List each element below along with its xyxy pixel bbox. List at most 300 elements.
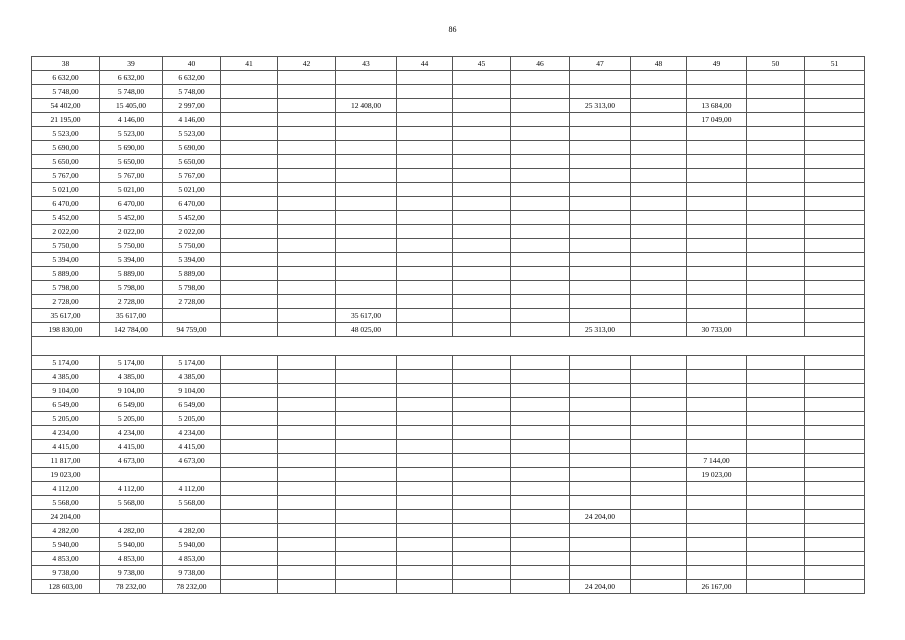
column-header: 43 bbox=[336, 57, 397, 71]
table-cell: 4 415,00 bbox=[100, 440, 163, 454]
section-divider-row bbox=[32, 337, 865, 356]
table-cell bbox=[221, 71, 278, 85]
table-cell: 5 174,00 bbox=[100, 356, 163, 370]
table-cell bbox=[336, 141, 397, 155]
table-cell bbox=[570, 309, 631, 323]
table-cell bbox=[221, 141, 278, 155]
table-cell bbox=[397, 99, 453, 113]
table-cell: 4 234,00 bbox=[100, 426, 163, 440]
table-cell bbox=[336, 169, 397, 183]
table-cell bbox=[570, 183, 631, 197]
table-cell: 5 767,00 bbox=[32, 169, 100, 183]
table-cell bbox=[687, 127, 747, 141]
table-cell bbox=[511, 538, 570, 552]
table-cell bbox=[511, 454, 570, 468]
table-cell bbox=[747, 71, 805, 85]
table-cell bbox=[511, 183, 570, 197]
table-cell bbox=[453, 281, 511, 295]
table-cell bbox=[631, 225, 687, 239]
table-cell bbox=[278, 566, 336, 580]
table-cell bbox=[221, 398, 278, 412]
table-cell bbox=[278, 211, 336, 225]
table-cell: 4 112,00 bbox=[32, 482, 100, 496]
table-cell bbox=[453, 524, 511, 538]
table-row bbox=[32, 239, 865, 253]
table-cell bbox=[397, 71, 453, 85]
table-cell bbox=[221, 370, 278, 384]
table-cell bbox=[278, 295, 336, 309]
table-cell: 35 617,00 bbox=[336, 309, 397, 323]
table-cell bbox=[511, 253, 570, 267]
table-cell bbox=[397, 281, 453, 295]
table-cell bbox=[397, 155, 453, 169]
table-cell bbox=[397, 454, 453, 468]
table-cell bbox=[631, 510, 687, 524]
table-cell bbox=[221, 211, 278, 225]
table-cell bbox=[687, 538, 747, 552]
table-cell: 4 853,00 bbox=[100, 552, 163, 566]
table-cell bbox=[631, 552, 687, 566]
table-cell bbox=[747, 141, 805, 155]
table-cell bbox=[336, 398, 397, 412]
table-cell bbox=[805, 113, 865, 127]
table-cell bbox=[631, 281, 687, 295]
table-cell bbox=[747, 356, 805, 370]
table-cell: 5 394,00 bbox=[163, 253, 221, 267]
table-cell bbox=[687, 141, 747, 155]
table-cell bbox=[221, 524, 278, 538]
table-cell bbox=[397, 468, 453, 482]
table-cell bbox=[221, 552, 278, 566]
column-header: 42 bbox=[278, 57, 336, 71]
table-cell bbox=[453, 71, 511, 85]
table-cell bbox=[336, 356, 397, 370]
table-cell bbox=[687, 85, 747, 99]
table-cell: 78 232,00 bbox=[100, 580, 163, 594]
table-cell bbox=[511, 155, 570, 169]
table-cell bbox=[397, 113, 453, 127]
table-cell bbox=[221, 384, 278, 398]
table-cell: 6 632,00 bbox=[32, 71, 100, 85]
table-cell bbox=[453, 113, 511, 127]
table-cell: 19 023,00 bbox=[32, 468, 100, 482]
table-cell bbox=[747, 496, 805, 510]
table-cell bbox=[570, 482, 631, 496]
table-cell bbox=[397, 510, 453, 524]
table-cell bbox=[453, 510, 511, 524]
table-cell: 5 021,00 bbox=[163, 183, 221, 197]
table-cell bbox=[747, 566, 805, 580]
table-cell bbox=[336, 85, 397, 99]
table-cell bbox=[570, 239, 631, 253]
table-cell: 11 817,00 bbox=[32, 454, 100, 468]
table-cell bbox=[570, 566, 631, 580]
table-cell: 5 650,00 bbox=[100, 155, 163, 169]
table-cell bbox=[511, 197, 570, 211]
table-cell: 142 784,00 bbox=[100, 323, 163, 337]
table-cell bbox=[221, 281, 278, 295]
table-cell: 24 204,00 bbox=[32, 510, 100, 524]
table-cell bbox=[687, 253, 747, 267]
table-cell bbox=[397, 253, 453, 267]
table-cell: 5 394,00 bbox=[32, 253, 100, 267]
table-cell bbox=[453, 468, 511, 482]
table-cell bbox=[805, 239, 865, 253]
table-cell: 5 523,00 bbox=[163, 127, 221, 141]
table-cell bbox=[100, 468, 163, 482]
table-cell bbox=[511, 281, 570, 295]
table-cell bbox=[221, 468, 278, 482]
table-cell bbox=[453, 482, 511, 496]
table-cell bbox=[453, 398, 511, 412]
table-cell bbox=[511, 267, 570, 281]
table-cell bbox=[570, 370, 631, 384]
table-cell bbox=[805, 370, 865, 384]
table-cell: 2 022,00 bbox=[100, 225, 163, 239]
table-cell bbox=[570, 295, 631, 309]
table-cell bbox=[336, 197, 397, 211]
table-cell bbox=[100, 510, 163, 524]
table-cell bbox=[687, 183, 747, 197]
table-cell bbox=[511, 323, 570, 337]
table-cell bbox=[687, 496, 747, 510]
table-cell bbox=[805, 85, 865, 99]
table-row bbox=[32, 384, 865, 398]
table-cell: 6 549,00 bbox=[32, 398, 100, 412]
table-cell bbox=[221, 580, 278, 594]
table-cell bbox=[511, 426, 570, 440]
table-cell bbox=[805, 454, 865, 468]
table-cell: 5 767,00 bbox=[163, 169, 221, 183]
table-cell bbox=[221, 566, 278, 580]
table-cell bbox=[221, 267, 278, 281]
table-cell bbox=[805, 127, 865, 141]
table-cell: 5 021,00 bbox=[100, 183, 163, 197]
table-cell bbox=[453, 356, 511, 370]
table-cell bbox=[397, 85, 453, 99]
table-cell bbox=[511, 440, 570, 454]
table-cell: 25 313,00 bbox=[570, 99, 631, 113]
table-cell: 5 174,00 bbox=[32, 356, 100, 370]
table-cell bbox=[631, 384, 687, 398]
column-header: 46 bbox=[511, 57, 570, 71]
table-cell bbox=[805, 99, 865, 113]
table-cell: 5 452,00 bbox=[32, 211, 100, 225]
table-cell: 5 394,00 bbox=[100, 253, 163, 267]
table-cell bbox=[453, 496, 511, 510]
table-row bbox=[32, 323, 865, 337]
table-cell bbox=[631, 183, 687, 197]
table-cell bbox=[278, 155, 336, 169]
table-cell: 5 798,00 bbox=[32, 281, 100, 295]
table-cell: 2 728,00 bbox=[100, 295, 163, 309]
table-cell bbox=[747, 267, 805, 281]
section-divider-cell bbox=[32, 337, 865, 356]
table-row bbox=[32, 580, 865, 594]
table-cell bbox=[453, 211, 511, 225]
table-cell bbox=[278, 384, 336, 398]
table-cell bbox=[511, 127, 570, 141]
table-cell bbox=[397, 267, 453, 281]
table-cell bbox=[397, 356, 453, 370]
table-row bbox=[32, 356, 865, 370]
table-cell bbox=[570, 281, 631, 295]
table-cell bbox=[631, 524, 687, 538]
table-row bbox=[32, 183, 865, 197]
table-cell bbox=[278, 482, 336, 496]
table-cell bbox=[397, 197, 453, 211]
table-cell bbox=[453, 426, 511, 440]
table-cell: 5 523,00 bbox=[32, 127, 100, 141]
table-cell bbox=[747, 99, 805, 113]
table-cell bbox=[221, 323, 278, 337]
table-cell: 15 405,00 bbox=[100, 99, 163, 113]
table-cell bbox=[687, 412, 747, 426]
table-cell: 21 195,00 bbox=[32, 113, 100, 127]
table-cell bbox=[511, 370, 570, 384]
table-cell bbox=[453, 169, 511, 183]
table-cell bbox=[687, 267, 747, 281]
table-cell bbox=[805, 496, 865, 510]
table-cell bbox=[336, 71, 397, 85]
table-cell bbox=[570, 412, 631, 426]
table-cell bbox=[511, 482, 570, 496]
table-cell: 5 650,00 bbox=[163, 155, 221, 169]
table-cell bbox=[631, 127, 687, 141]
table-cell bbox=[453, 384, 511, 398]
table-cell bbox=[747, 155, 805, 169]
table-row bbox=[32, 267, 865, 281]
table-cell: 4 282,00 bbox=[163, 524, 221, 538]
table-cell: 9 104,00 bbox=[100, 384, 163, 398]
table-cell bbox=[336, 295, 397, 309]
table-cell bbox=[221, 454, 278, 468]
table-cell bbox=[278, 356, 336, 370]
table-cell bbox=[747, 538, 805, 552]
table-cell: 6 470,00 bbox=[163, 197, 221, 211]
table-cell bbox=[570, 538, 631, 552]
table-cell: 13 684,00 bbox=[687, 99, 747, 113]
table-cell: 5 889,00 bbox=[163, 267, 221, 281]
table-cell bbox=[805, 426, 865, 440]
table-cell bbox=[631, 580, 687, 594]
table-cell bbox=[397, 141, 453, 155]
table-cell bbox=[687, 482, 747, 496]
table-cell bbox=[336, 127, 397, 141]
table-row bbox=[32, 398, 865, 412]
column-header: 49 bbox=[687, 57, 747, 71]
table-cell bbox=[631, 211, 687, 225]
table-cell bbox=[511, 239, 570, 253]
table-cell bbox=[278, 370, 336, 384]
column-header: 50 bbox=[747, 57, 805, 71]
table-cell bbox=[221, 426, 278, 440]
table-cell: 5 452,00 bbox=[163, 211, 221, 225]
table-cell: 5 750,00 bbox=[100, 239, 163, 253]
table-cell bbox=[221, 510, 278, 524]
table-cell bbox=[805, 384, 865, 398]
table-cell bbox=[221, 127, 278, 141]
table-cell: 4 415,00 bbox=[32, 440, 100, 454]
table-cell bbox=[747, 309, 805, 323]
table-cell: 4 146,00 bbox=[100, 113, 163, 127]
table-cell bbox=[511, 225, 570, 239]
table-cell bbox=[805, 552, 865, 566]
header-row bbox=[32, 57, 865, 71]
table-row bbox=[32, 370, 865, 384]
table-cell bbox=[278, 113, 336, 127]
table-cell bbox=[631, 538, 687, 552]
table-row bbox=[32, 127, 865, 141]
table-cell bbox=[511, 356, 570, 370]
table-cell bbox=[397, 426, 453, 440]
table-cell bbox=[221, 496, 278, 510]
table-cell: 30 733,00 bbox=[687, 323, 747, 337]
table-cell bbox=[747, 454, 805, 468]
table-cell bbox=[805, 169, 865, 183]
table-cell bbox=[570, 169, 631, 183]
table-row bbox=[32, 211, 865, 225]
table-cell bbox=[511, 566, 570, 580]
table-cell bbox=[278, 524, 336, 538]
table-cell: 4 385,00 bbox=[100, 370, 163, 384]
table-cell: 78 232,00 bbox=[163, 580, 221, 594]
table-cell bbox=[570, 127, 631, 141]
table-cell bbox=[570, 85, 631, 99]
table-cell: 2 728,00 bbox=[32, 295, 100, 309]
table-cell bbox=[453, 183, 511, 197]
table-cell: 2 997,00 bbox=[163, 99, 221, 113]
table-cell bbox=[747, 85, 805, 99]
table-cell bbox=[453, 85, 511, 99]
table-cell bbox=[453, 127, 511, 141]
table-row bbox=[32, 309, 865, 323]
table-cell bbox=[336, 253, 397, 267]
table-cell bbox=[747, 468, 805, 482]
table-cell bbox=[747, 440, 805, 454]
table-cell bbox=[278, 71, 336, 85]
table-cell bbox=[747, 239, 805, 253]
table-row bbox=[32, 426, 865, 440]
table-cell bbox=[278, 169, 336, 183]
table-cell bbox=[631, 566, 687, 580]
table-cell bbox=[336, 496, 397, 510]
table-cell: 6 549,00 bbox=[163, 398, 221, 412]
table-cell bbox=[687, 524, 747, 538]
table-cell bbox=[453, 440, 511, 454]
table-cell bbox=[747, 281, 805, 295]
table-cell bbox=[511, 384, 570, 398]
table-cell bbox=[453, 99, 511, 113]
table-cell: 5 798,00 bbox=[100, 281, 163, 295]
table-cell bbox=[570, 71, 631, 85]
table-cell bbox=[453, 580, 511, 594]
table-cell bbox=[221, 197, 278, 211]
table-cell: 5 205,00 bbox=[32, 412, 100, 426]
table-row bbox=[32, 566, 865, 580]
table-cell bbox=[687, 169, 747, 183]
table-cell bbox=[397, 211, 453, 225]
table-cell bbox=[511, 99, 570, 113]
table-cell bbox=[453, 253, 511, 267]
column-header: 47 bbox=[570, 57, 631, 71]
table-cell bbox=[631, 141, 687, 155]
table-cell bbox=[805, 580, 865, 594]
table-cell bbox=[805, 398, 865, 412]
table-cell bbox=[805, 356, 865, 370]
table-cell bbox=[805, 281, 865, 295]
table-cell bbox=[397, 580, 453, 594]
table-row bbox=[32, 281, 865, 295]
table-cell bbox=[687, 510, 747, 524]
table-cell: 7 144,00 bbox=[687, 454, 747, 468]
table-cell bbox=[336, 384, 397, 398]
table-cell bbox=[570, 356, 631, 370]
table-cell bbox=[221, 85, 278, 99]
table-cell: 4 673,00 bbox=[100, 454, 163, 468]
table-cell bbox=[397, 482, 453, 496]
table-row bbox=[32, 468, 865, 482]
table-cell: 4 112,00 bbox=[163, 482, 221, 496]
table-cell: 5 568,00 bbox=[32, 496, 100, 510]
table-cell: 5 889,00 bbox=[32, 267, 100, 281]
table-cell bbox=[453, 412, 511, 426]
table-cell: 4 234,00 bbox=[32, 426, 100, 440]
table-cell bbox=[336, 440, 397, 454]
table-cell bbox=[631, 253, 687, 267]
table-cell bbox=[631, 370, 687, 384]
table-cell: 5 523,00 bbox=[100, 127, 163, 141]
column-header: 48 bbox=[631, 57, 687, 71]
table-cell bbox=[278, 253, 336, 267]
table-cell bbox=[511, 524, 570, 538]
table-cell bbox=[747, 370, 805, 384]
page-number: 86 bbox=[448, 25, 457, 34]
table-cell: 4 385,00 bbox=[32, 370, 100, 384]
table-cell bbox=[453, 566, 511, 580]
table-cell: 25 313,00 bbox=[570, 323, 631, 337]
table-cell bbox=[397, 398, 453, 412]
table-cell bbox=[687, 566, 747, 580]
table-cell bbox=[221, 239, 278, 253]
table-cell bbox=[570, 155, 631, 169]
table-cell bbox=[397, 323, 453, 337]
table-cell bbox=[511, 496, 570, 510]
table-cell: 5 690,00 bbox=[163, 141, 221, 155]
table-cell bbox=[221, 155, 278, 169]
table-row bbox=[32, 155, 865, 169]
table-cell bbox=[805, 412, 865, 426]
table-cell bbox=[805, 183, 865, 197]
table-cell bbox=[278, 183, 336, 197]
table-row bbox=[32, 552, 865, 566]
table-cell bbox=[397, 309, 453, 323]
table-row bbox=[32, 440, 865, 454]
table-cell bbox=[570, 552, 631, 566]
table-cell bbox=[221, 482, 278, 496]
table-cell bbox=[631, 356, 687, 370]
table-cell bbox=[687, 211, 747, 225]
table-cell bbox=[805, 197, 865, 211]
table-cell bbox=[278, 440, 336, 454]
table-cell bbox=[397, 225, 453, 239]
table-cell: 5 750,00 bbox=[163, 239, 221, 253]
table-cell bbox=[336, 566, 397, 580]
table-cell bbox=[336, 510, 397, 524]
table-cell bbox=[631, 155, 687, 169]
table-cell bbox=[747, 426, 805, 440]
table-cell bbox=[570, 440, 631, 454]
